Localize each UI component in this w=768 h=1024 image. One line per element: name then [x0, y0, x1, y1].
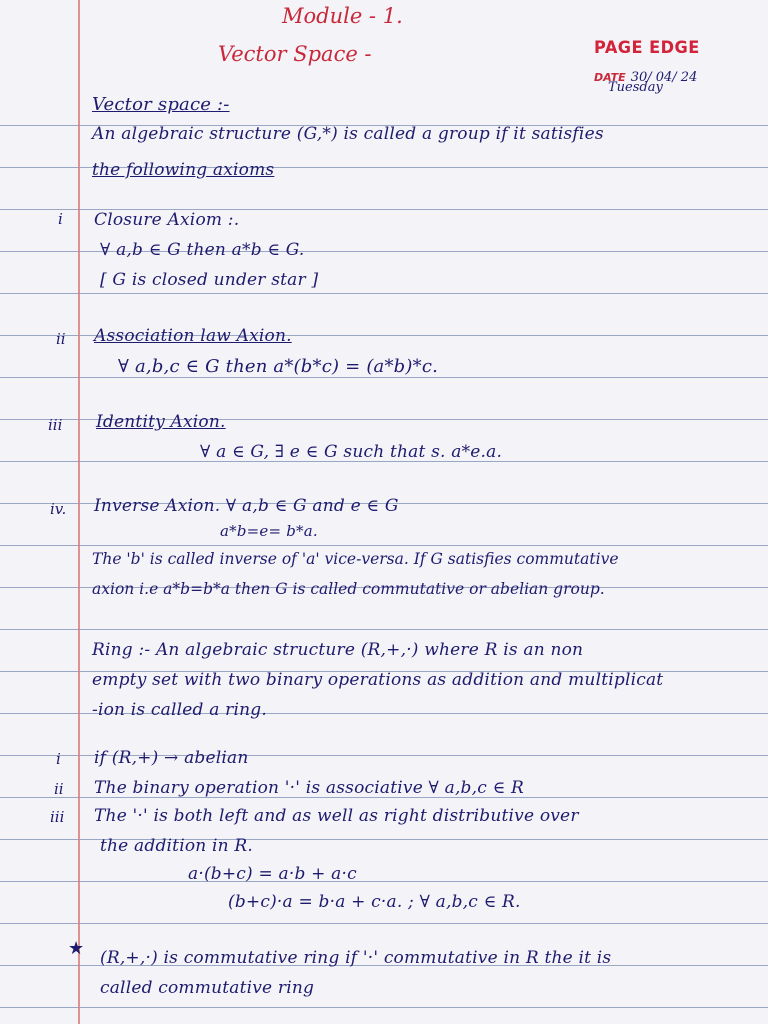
- ring-condition-2: The binary operation '·' is associative ∀ a,b,c ∈ R: [94, 778, 524, 798]
- closure-axiom-note: [ G is closed under star ]: [100, 270, 319, 290]
- star-icon: ★: [68, 938, 85, 959]
- item-number-4: iv.: [50, 500, 67, 518]
- commutative-ring-line-2: called commutative ring: [100, 978, 315, 998]
- ring-condition-3: The '·' is both left and as well as right distributive over: [94, 806, 579, 826]
- ring-item-number-2: ii: [54, 780, 64, 798]
- ring-definition-line-3: -ion is called a ring.: [92, 700, 267, 720]
- item-number-3: iii: [48, 416, 63, 434]
- inverse-note-line-1: The 'b' is called inverse of 'a' vice-versa. If G satisfies commutative: [92, 550, 619, 568]
- inverse-note-line-2: axion i.e a*b=b*a then G is called commutative or abelian group.: [92, 580, 605, 598]
- date-value: 30/ 04/ 24: [630, 70, 698, 85]
- brand-logo: PAGE EDGE: [594, 38, 700, 58]
- item-number-1: i: [58, 210, 63, 228]
- ring-definition-line-2: empty set with two binary operations as addition and multiplicat: [92, 670, 664, 690]
- commutative-ring-line-1: (R,+,·) is commutative ring if '·' commutative in R the it is: [100, 948, 612, 968]
- intro-line-1: An algebraic structure (G,*) is called a group if it satisfies: [92, 124, 604, 144]
- associative-axiom-title: Association law Axion.: [94, 326, 292, 346]
- inverse-axiom-statement: a*b=e= b*a.: [220, 522, 318, 540]
- intro-line-2: the following axioms: [92, 160, 275, 180]
- ring-definition-line-1: Ring :- An algebraic structure (R,+,·) where R is an non: [92, 640, 584, 660]
- heading: Vector space :-: [92, 94, 230, 115]
- closure-axiom-title: Closure Axiom :.: [94, 210, 240, 230]
- closure-axiom-statement: ∀ a,b ∈ G then a*b ∈ G.: [100, 240, 305, 260]
- associative-axiom-statement: ∀ a,b,c ∈ G then a*(b*c) = (a*b)*c.: [118, 356, 439, 377]
- left-distributive-law: a·(b+c) = a·b + a·c: [188, 864, 357, 884]
- identity-axiom-title: Identity Axion.: [96, 412, 226, 432]
- right-distributive-law: (b+c)·a = b·a + c·a. ; ∀ a,b,c ∈ R.: [228, 892, 521, 912]
- module-title: Module - 1.: [282, 4, 403, 28]
- subject-title: Vector Space -: [218, 42, 372, 66]
- date-label: DATE: [594, 71, 626, 84]
- day-label: Tuesday: [608, 80, 663, 95]
- ring-condition-3-continued: the addition in R.: [100, 836, 254, 856]
- ring-item-number-3: iii: [50, 808, 65, 826]
- inverse-axiom-title: Inverse Axion. ∀ a,b ∈ G and e ∈ G: [94, 496, 399, 516]
- ring-condition-1: if (R,+) → abelian: [94, 748, 249, 768]
- identity-axiom-statement: ∀ a ∈ G, ∃ e ∈ G such that s. a*e.a.: [200, 442, 503, 462]
- item-number-2: ii: [56, 330, 66, 348]
- margin-line: [78, 0, 80, 1024]
- ring-item-number-1: i: [56, 750, 61, 768]
